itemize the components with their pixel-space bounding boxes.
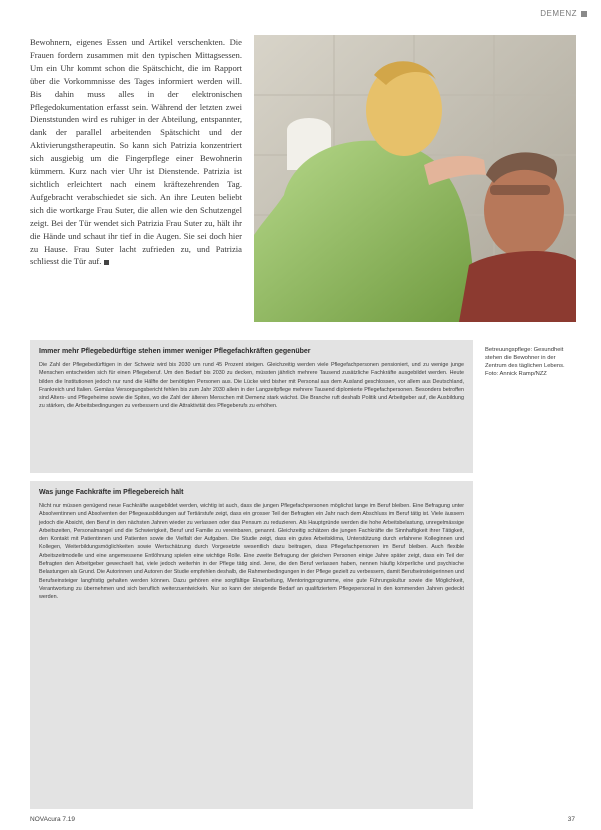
info-box-text: Die Zahl der Pflegebedürftigen in der Schweiz wird bis 2030 um rund 45 Prozent steigen. Gleichzeitig werden viele Pflegefachpersonen pensioniert, und zu wenige junge Menschen entscheiden sich für einen Pflegeberuf. Um den Bedarf bis 2030 zu decken, müssten jährlich mehrere Tausend zusätzliche Fachkräfte ausgebildet werden. Heute bilden die Institutionen jedoch nur rund die Hälfte der benötigten Personen aus. Die Lücke wird bisher mit Personal aus dem Ausland geschlossen, vor allem aus Deutschland, Frankreich und Italien. Gemäss Versorgungsbericht fehlen bis zum Jahr 2030 allein in der Langzeitpflege mehrere Tausend diplomierte Pflegefachpersonen. Besonders betroffen sind Alters- und Pflegeheime sowie die Spitex, wo die Zahl der älteren Menschen mit Demenz stark wächst. Die Branche ruft deshalb Politik und Arbeitgeber auf, die Ausbildung zu stärken, die Arbeitsbedingungen zu verbessern und die Attraktivität des Pflegeberufs zu erhöhen. [39,362,464,410]
info-box-junge-fachkraefte [30,481,473,809]
info-box-pflegebeduerftige [30,340,473,473]
info-box-text: Nicht nur müssen genügend neue Fachkräfte ausgebildet werden, wichtig ist auch, dass die jungen Pflegefachpersonen möglichst lange im Beruf bleiben. Eine Befragung unter Absolventinnen und Absolventen der Pflegeausbildungen auf Tertiärstufe zeigt, dass ein grosser Teil der Befragten ein Jahr nach dem Abschluss im Beruf tätig ist. Viele äussern jedoch die Absicht, den Beruf in den nächsten Jahren wieder zu verlassen oder das Pensum zu reduzieren. Als Hauptgründe werden die hohe Arbeitsbelastung, unregelmässige Arbeitszeiten, Personalmangel und die Schwierigkeit, Beruf und Familie zu vereinbaren, genannt. Gleichzeitig schätzen die jungen Fachkräfte die Sinnhaftigkeit ihrer Tätigkeit, den Kontakt mit Patientinnen und Patienten sowie die Vielfalt der Aufgaben. Die Studie zeigt, dass ein gutes Arbeitsklima, Unterstützung durch erfahrene Kolleginnen und Kollegen, Weiterbildungsmöglichkeiten sowie Wertschätzung durch Vorgesetzte wesentlich dazu beitragen, dass Pflegefachpersonen im Beruf bleiben. Auch flexible Arbeitszeitmodelle und eine angemessene Entlöhnung spielen eine wichtige Rolle. Eine zweite Befragung der gleichen Personen einige Jahre später zeigt, dass ein Teil der Befragten den Arbeitgeber gewechselt hat, viele jedoch weiterhin in der Pflege tätig sind. Jene, die den Beruf verlassen haben, nennen häufig körperliche und psychische Belastungen als Grund. Die Autorinnen und Autoren der Studie empfehlen deshalb, die Rahmenbedingungen in der Pflege gezielt zu verbessern, damit Berufseinsteigerinnen und Berufseinsteiger langfristig gehalten werden können. Dazu gehören eine sorgfältige Einarbeitung, Mentoringprogramme, eine gute Führungskultur sowie die Möglichkeit, Verantwortung zu übernehmen und sich beruflich weiterzuentwickeln. Nur so kann der steigende Bedarf an qualifiziertem Pflegepersonal in den kommenden Jahren gedeckt werden. [39,503,464,601]
info-box-title: Was junge Fachkräfte im Pflegebereich hält [39,489,184,496]
photo-caption: Betreuungspflege: Gesundheit stehen die Bewohner in der Zentrum des täglichen Lebens. Foto: Annick Ramp/NZZ [485,347,565,377]
section-tag-label: DEMENZ [540,9,577,18]
photo-nurse-caring-resident-icon [254,35,576,322]
article-end-mark [104,260,109,265]
section-marker-square [581,11,587,17]
article-paragraph: Bewohnern, eigenes Essen und Artikel verschenkten. Die Frauen fordern zusammen mit den typischen Mittagsessen. Um ein Uhr kommt schon die Spätschicht, die im Rapport über die Vorkommnisse des Tages informiert werden will. Bis dahin muss alles in der elektronischen Pflegedokumentation erfasst sein. Während der letzten zwei Dienststunden wird es ruhiger in der Abteilung, entspannter, dank der parallel arbeitenden Spätschicht und der Aktivierungstherapeutin. So kann sich Patrizia konzentriert sich ausgiebig um die Fingerpflege einer Bewohnerin kümmern. Kurz nach vier Uhr ist Dienstende. Patrizia ist sichtlich erleichtert nach einem kräftezehrenden Tag. Aufgebracht verabschiedet sie sich. An ihre Leuten beliebt sich die wortkarge Frau Suter, die allen wie den Schutzengel zeigt. Bei der Tür wendet sich Patrizia Frau Suter zu, hält ihr die Hände und schaut ihr tief in die Augen. Sie sei doch hier zu Hause. Frau Suter lacht zufrieden zu, und Patrizia schliesst die Tür auf. [30,37,242,267]
article-photo [254,35,576,322]
section-tag [540,9,587,18]
footer-magazine: NOVAcura 7.19 [30,816,76,823]
footer-page-number: 37 [567,816,575,823]
article-body-column [30,36,242,268]
info-box-title: Immer mehr Pflegebedürftige stehen immer weniger Pflegefachkräften gegenüber [39,348,311,355]
